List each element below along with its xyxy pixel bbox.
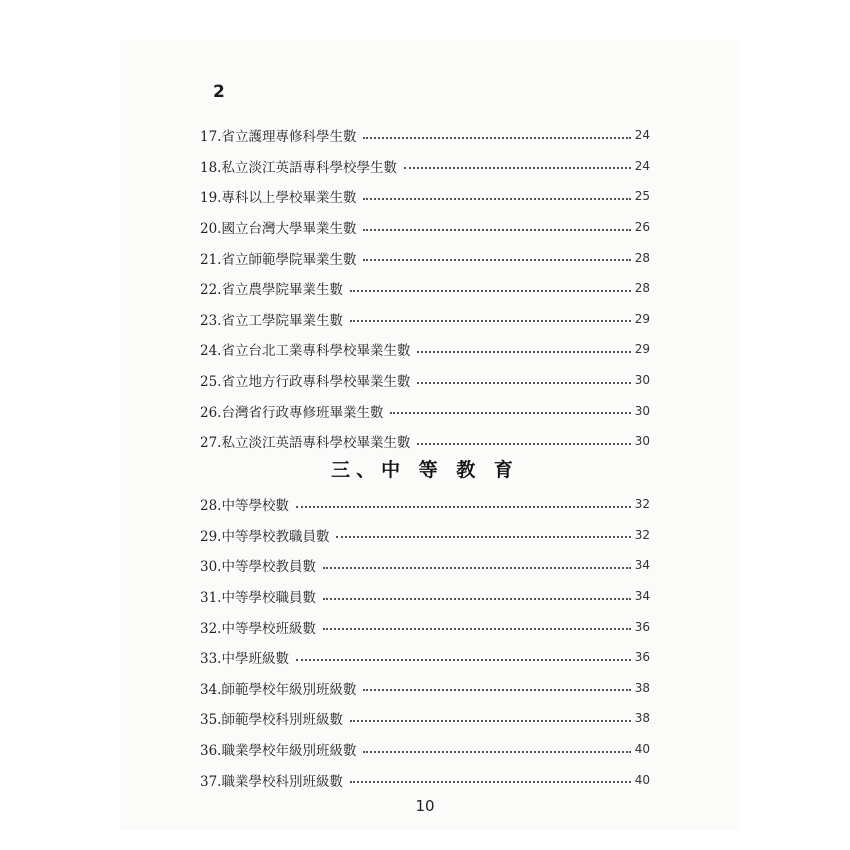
dot-leader [363,688,631,691]
toc-entry-title: 28.中等學校數 [200,498,289,515]
toc-entry [200,520,650,551]
dot-leader [350,319,631,322]
toc-entry [200,642,650,673]
section-heading: 三、中 等 教 育 [331,459,519,481]
dot-leader [363,228,631,231]
dot-leader [417,442,631,445]
toc-entry-page: 29 [634,342,650,357]
toc-entry-title: 24.省立台北工業專科學校畢業生數 [200,343,411,360]
toc-entry-page: 40 [634,742,650,757]
toc-entry-page: 36 [634,619,650,634]
dot-leader [350,719,631,722]
toc-entry-title: 29.中等學校教職員數 [200,528,330,545]
dot-leader [323,566,631,569]
toc-entry-page: 25 [634,189,650,204]
toc-entry [200,611,650,642]
toc-entry [200,581,650,612]
dot-leader [296,658,631,661]
dot-leader [404,166,631,169]
toc-entry [200,212,650,243]
dot-leader [296,505,631,508]
toc-entry-title: 17.省立護理專修科學生數 [200,129,357,146]
toc-entry-page: 34 [634,558,650,573]
toc-entry-page: 24 [634,128,650,143]
toc-entry [200,181,650,212]
toc-entry [200,120,650,151]
dot-leader [323,627,631,630]
toc-entry [200,426,650,457]
toc-entry [200,764,650,795]
toc-entry-page: 32 [634,527,650,542]
toc-entry-title: 18.私立淡江英語專科學校學生數 [200,159,397,176]
toc-list-higher-education [200,120,650,457]
toc-entry-page: 26 [634,220,650,235]
toc-entry [200,365,650,396]
toc-entry [200,550,650,581]
toc-entry-page: 28 [634,250,650,265]
toc-entry-page: 38 [634,711,650,726]
toc-entry-page: 30 [634,434,650,449]
dot-leader [363,258,631,261]
toc-entry-page: 30 [634,373,650,388]
toc-entry-page: 32 [634,497,650,512]
toc-entry-title: 36.職業學校年級別班級數 [200,743,357,760]
toc-entry-title: 27.私立淡江英語專科學校畢業生數 [200,435,411,452]
dot-leader [417,381,631,384]
toc-entry-title: 33.中學班級數 [200,651,289,668]
toc-entry-title: 30.中等學校教員數 [200,559,316,576]
toc-entry-title: 23.省立工學院畢業生數 [200,312,343,329]
dot-leader [336,535,631,538]
toc-entry [200,734,650,765]
toc-entry-page: 29 [634,311,650,326]
toc-entry-title: 34.師範學校年級別班級數 [200,681,357,698]
toc-entry-page: 36 [634,650,650,665]
dot-leader [363,136,631,139]
toc-entry-title: 31.中等學校職員數 [200,590,316,607]
toc-entry-page: 28 [634,281,650,296]
page-number: 10 [415,797,435,815]
toc-entry [200,673,650,704]
toc-entry-title: 19.專科以上學校畢業生數 [200,190,357,207]
toc-entry-title: 32.中等學校班級數 [200,620,316,637]
toc-entry-title: 21.省立師範學院畢業生數 [200,251,357,268]
dot-leader [363,197,631,200]
toc-entry-title: 25.省立地方行政專科學校畢業生數 [200,374,411,391]
toc-list-secondary-education [200,489,650,795]
toc-entry [200,151,650,182]
toc-entry [200,273,650,304]
toc-entry [200,489,650,520]
dot-leader [417,350,631,353]
toc-entry-page: 40 [634,772,650,787]
toc-entry-title: 35.師範學校科別班級數 [200,712,343,729]
toc-entry [200,304,650,335]
toc-entry [200,703,650,734]
toc-entry [200,242,650,273]
dot-leader [350,289,631,292]
dot-leader [390,411,631,414]
toc-entry-page: 30 [634,403,650,418]
dot-leader [363,750,631,753]
dot-leader [323,597,631,600]
dot-leader [350,780,631,783]
toc-entry-page: 38 [634,680,650,695]
toc-entry [200,395,650,426]
toc-entry-page: 34 [634,589,650,604]
toc-entry-title: 26.台灣省行政專修班畢業生數 [200,404,384,421]
toc-entry-title: 22.省立農學院畢業生數 [200,282,343,299]
page-marker: 2 [213,82,225,102]
toc-entry-page: 24 [634,158,650,173]
toc-entry-title: 37.職業學校科別班級數 [200,773,343,790]
toc-entry [200,334,650,365]
toc-entry-title: 20.國立台灣大學畢業生數 [200,221,357,238]
